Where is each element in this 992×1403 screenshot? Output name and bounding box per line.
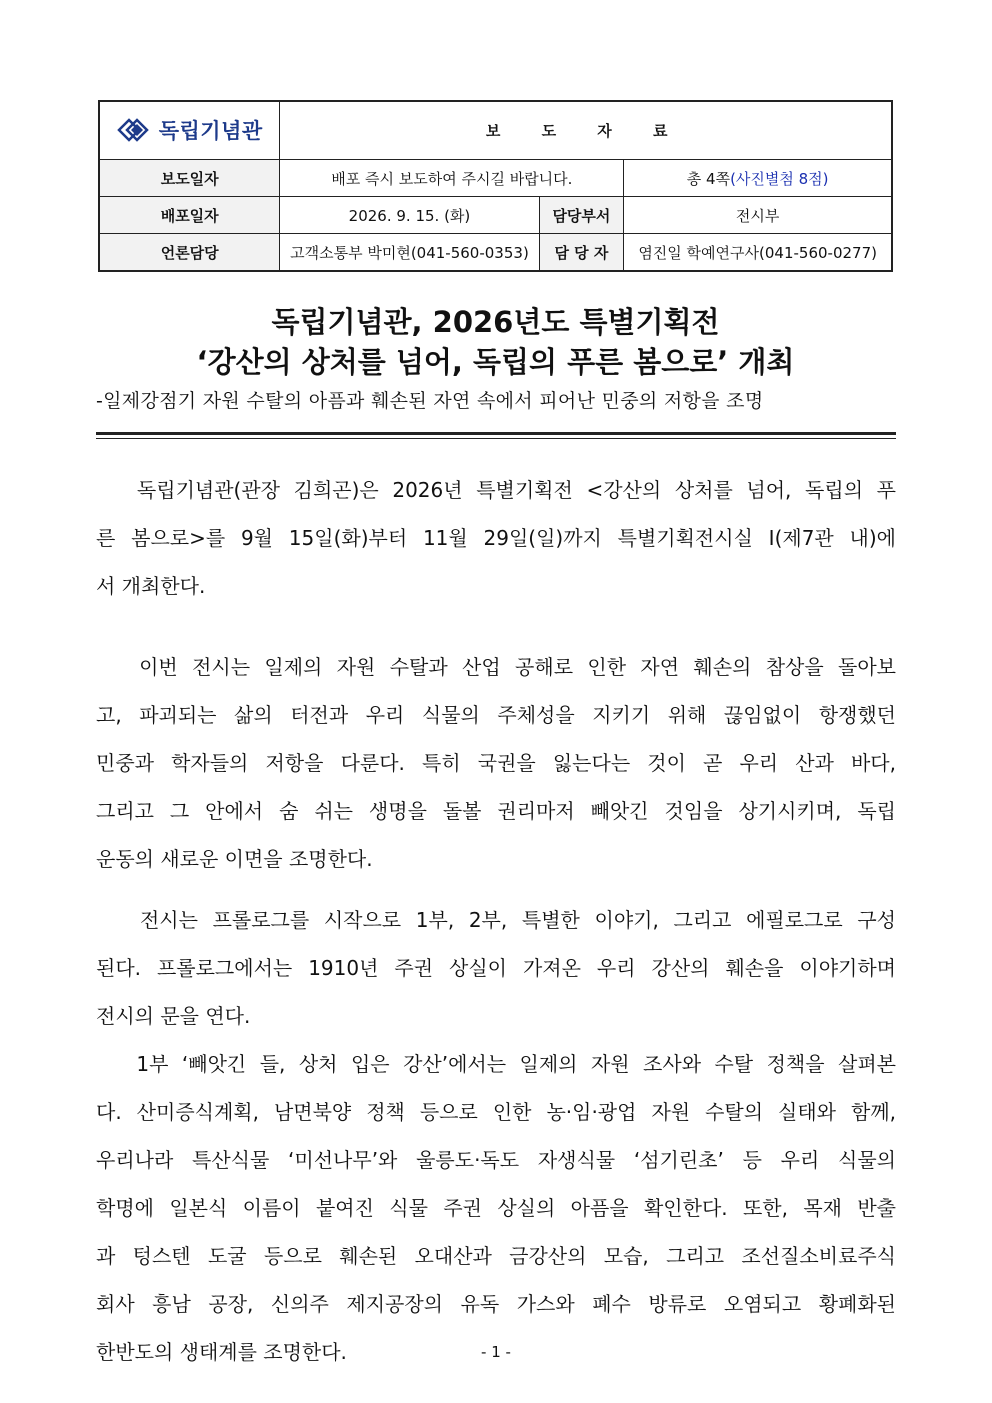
document-title: 보 도 자 료: [280, 101, 892, 160]
pages-value: [624, 160, 892, 197]
paragraph-3: [96, 896, 896, 1376]
paragraph-1: [96, 466, 896, 610]
logo-cell: [99, 101, 280, 160]
headline-line-1: 독립기념관, 2026년도 특별기획전: [271, 305, 720, 339]
paragraph-line: 민중과 학자들의 저항을 다룬다. 특히 국권을 잃는다는 것이 곧 우리 산과 바다,: [96, 751, 896, 775]
press-contact-label: 언론담당: [99, 234, 280, 272]
paragraph-line: 과 텅스텐 도굴 등으로 훼손된 오대산과 금강산의 모습, 그리고 조선질소비료주식: [96, 1244, 896, 1268]
divider-thick: [96, 432, 896, 435]
paragraph-line: 된다. 프롤로그에서는 1910년 주권 상실이 가져온 우리 강산의 훼손을 이야기하며: [96, 956, 896, 980]
dist-date-label: 배포일자: [99, 197, 280, 234]
dept-value: 전시부: [624, 197, 892, 234]
paragraph-line: 운동의 새로운 이면을 조명한다.: [96, 847, 373, 871]
headline-line-2: ‘강산의 상처를 넘어, 독립의 푸른 봄으로’ 개최: [196, 345, 795, 379]
page-number: - 1 -: [481, 1343, 511, 1361]
header-table: [98, 100, 893, 272]
logo-text: 독립기념관: [158, 119, 263, 143]
paragraph-line: 1부 ‘빼앗긴 들, 상처 입은 강산’에서는 일제의 자원 조사와 수탈 정책을 살펴본: [96, 1052, 896, 1076]
headline-subtitle: -일제강점기 자원 수탈의 아픔과 훼손된 자연 속에서 피어난 민중의 저항을 조명: [96, 390, 764, 412]
paragraph-line: 독립기념관(관장 김희곤)은 2026년 특별기획전 <강산의 상처를 넘어, 독립의 푸: [96, 478, 896, 502]
paragraph-line: 우리나라 특산식물 ‘미선나무’와 울릉도·독도 자생식물 ‘섬기린초’ 등 우리 식물의: [96, 1148, 896, 1172]
person-in-charge-label: 담 당 자: [539, 234, 624, 272]
paragraph-line: 전시는 프롤로그를 시작으로 1부, 2부, 특별한 이야기, 그리고 에필로그로 구성: [96, 908, 896, 932]
paragraph-line: 학명에 일본식 이름이 붙여진 식물 주권 상실의 아픔을 확인한다. 또한, 목재 반출: [96, 1196, 896, 1220]
paragraph-line: 서 개최한다.: [96, 574, 206, 598]
report-date-label: 보도일자: [99, 160, 280, 197]
report-date-value: 배포 즉시 보도하여 주시길 바랍니다.: [280, 160, 624, 197]
paragraph-line: 회사 흥남 공장, 신의주 제지공장의 유독 가스와 폐수 방류로 오염되고 황폐화된: [96, 1292, 896, 1316]
dept-label: 담당부서: [539, 197, 624, 234]
photo-attachment-note: (사진별첨 8점): [730, 169, 829, 188]
pages-count: 총 4쪽: [686, 169, 731, 188]
paragraph-line: 전시의 문을 연다.: [96, 1004, 251, 1028]
person-in-charge-value: 염진일 학예연구사(041-560-0277): [624, 234, 892, 272]
press-contact-value: 고객소통부 박미현(041-560-0353): [280, 234, 539, 272]
logo: [117, 115, 263, 145]
independence-hall-emblem-icon: [117, 118, 153, 142]
dist-date-value: 2026. 9. 15. (화): [280, 197, 539, 234]
paragraph-line: 고, 파괴되는 삶의 터전과 우리 식물의 주체성을 지키기 위해 끊임없이 항쟁했던: [96, 703, 896, 727]
paragraph-line: 한반도의 생태계를 조명한다.: [96, 1340, 347, 1364]
paragraph-line: 른 봄으로>를 9월 15일(화)부터 11월 29일(일)까지 특별기획전시실 I(제7관 내)에: [96, 526, 896, 550]
paragraph-line: 다. 산미증식계획, 남면북양 정책 등으로 인한 농·임·광업 자원 수탈의 실태와 함께,: [96, 1100, 896, 1124]
paragraph-line: 이번 전시는 일제의 자원 수탈과 산업 공해로 인한 자연 훼손의 참상을 돌아보: [96, 655, 896, 679]
paragraph-line: 그리고 그 안에서 숨 쉬는 생명을 돌볼 권리마저 빼앗긴 것임을 상기시키며, 독립: [96, 799, 896, 823]
divider-thin: [96, 438, 896, 439]
paragraph-2: [96, 643, 896, 883]
